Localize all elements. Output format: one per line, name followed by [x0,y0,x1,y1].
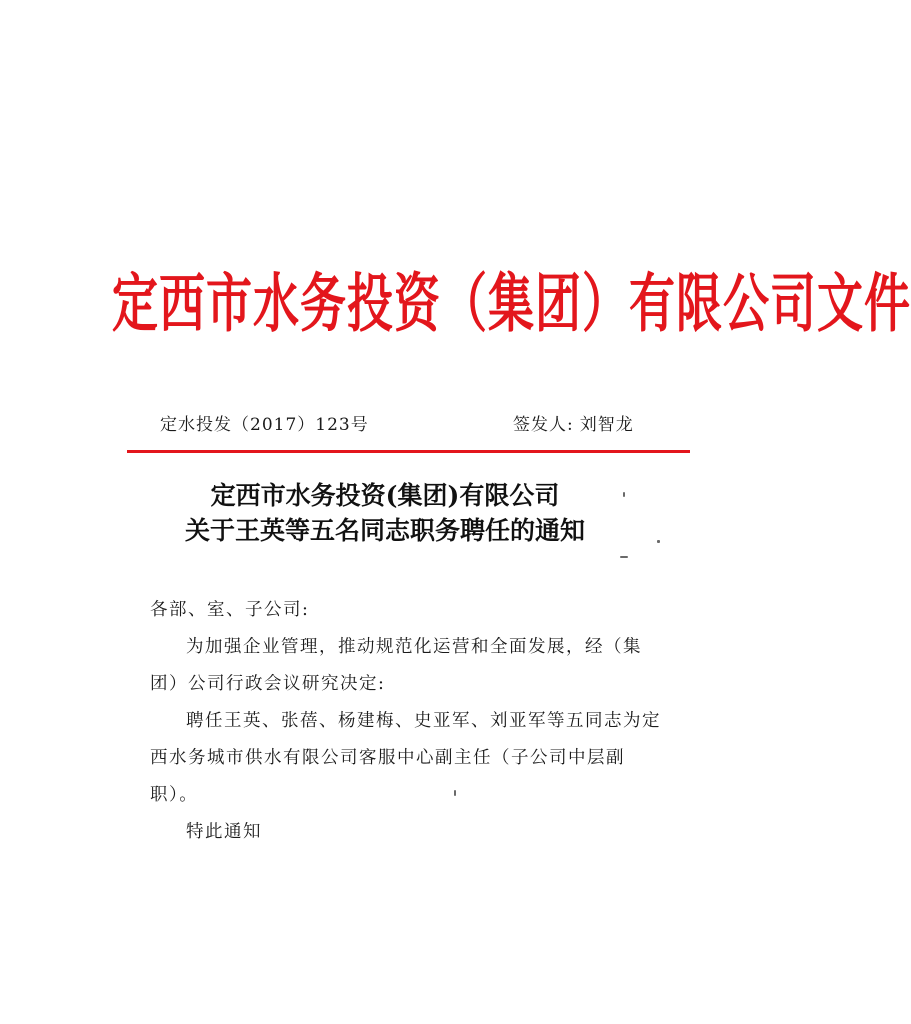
scan-speck [623,492,625,497]
document-masthead: 定西市水务投资（集团）有限公司文件 [112,265,911,341]
scan-speck [454,790,456,796]
closing-line: 特此通知 [186,822,262,842]
scan-speck [657,540,660,543]
scan-speck [620,556,628,558]
notice-title-line1: 定西市水务投资(集团)有限公司 [210,481,560,510]
red-separator-line [127,450,690,453]
body-paragraph-1: 为加强企业管理，推动规范化运营和全面发展，经（集团）公司行政会议研究决定: [150,637,642,694]
salutation: 各部、室、子公司: [150,600,310,620]
body-paragraph-2: 聘任王英、张蓓、杨建梅、史亚军、刘亚军等五同志为定西水务城市供水有限公司客服中心副主任（子公司中层副职）。 [150,711,661,805]
signer-block [513,410,634,435]
signer-label: 签发人: [513,415,574,435]
notice-body [150,592,670,851]
notice-title-line2: 关于王英等五名同志职务聘任的通知 [184,516,585,545]
signer-name: 刘智龙 [579,415,634,435]
document-number: 定水投发（2017）123号 [160,415,369,435]
